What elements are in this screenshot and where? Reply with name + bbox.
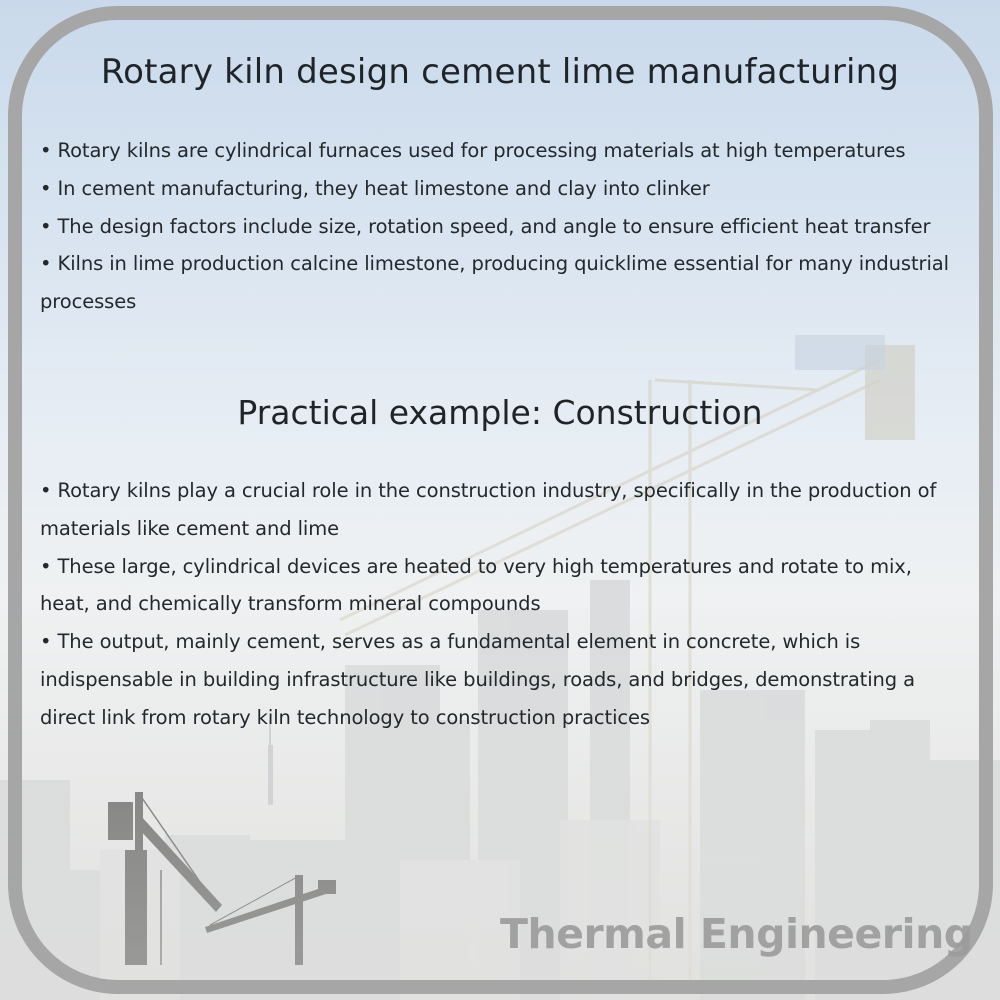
bullet-item: • In cement manufacturing, they heat limestone and clay into clinker xyxy=(40,176,710,200)
brand-watermark: Thermal Engineering xyxy=(500,910,973,958)
bullet-item: • These large, cylindrical devices are heated to very high temperatures and rotate to mix, heat, and chemically transform mineral compounds xyxy=(40,554,912,616)
page-title: Rotary kiln design cement lime manufacturing xyxy=(100,52,900,92)
bullet-item: • Kilns in lime production calcine limestone, producing quicklime essential for many industrial processes xyxy=(40,252,949,314)
bullet-item: • The output, mainly cement, serves as a fundamental element in concrete, which is indispensable in building infrastructure like buildings, roads, and bridges, demonstrating a direct link from rotary kiln technology to construction practices xyxy=(40,630,916,729)
example-bullet-list xyxy=(40,472,965,737)
section-heading: Practical example: Construction xyxy=(237,393,763,432)
bullet-item: • Rotary kilns are cylindrical furnaces used for processing materials at high temperatures xyxy=(40,139,906,162)
overview-bullet-list xyxy=(40,132,965,321)
bullet-item: • The design factors include size, rotation speed, and angle to ensure efficient heat transfer xyxy=(40,214,931,238)
bullet-item: • Rotary kilns play a crucial role in the construction industry, specifically in the production of materials like cement and lime xyxy=(40,479,937,540)
